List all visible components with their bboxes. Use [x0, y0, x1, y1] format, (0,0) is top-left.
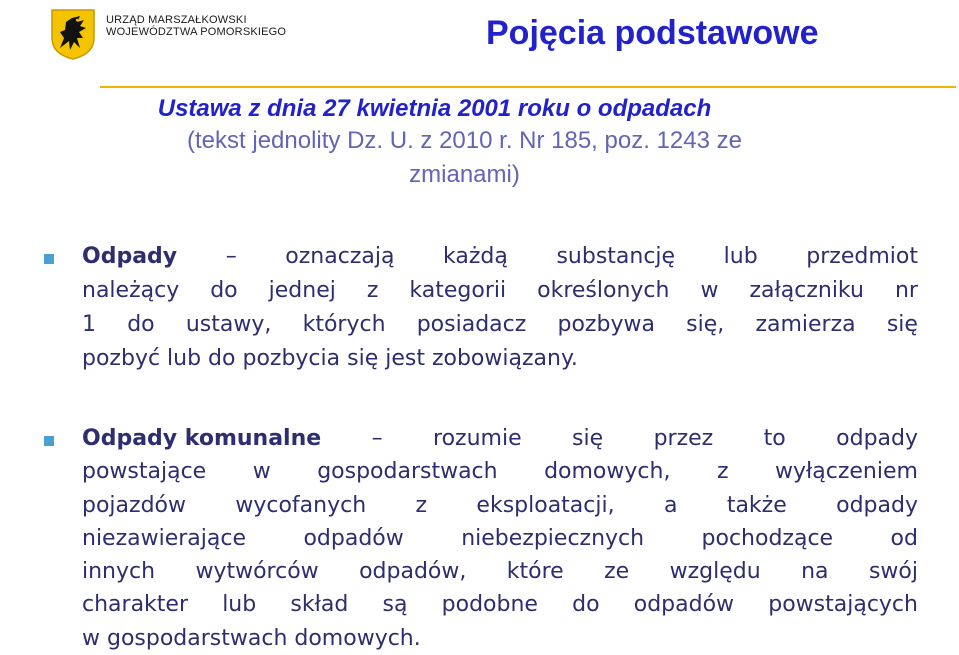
word: nr: [894, 278, 918, 303]
word: zamierza: [755, 312, 856, 337]
word: także: [726, 492, 787, 518]
word: względu: [669, 559, 761, 585]
word: od: [890, 525, 918, 551]
word: powstających: [768, 592, 918, 618]
word: pojazdów: [82, 492, 186, 518]
word: podobne: [441, 592, 538, 618]
def2-line1: [82, 422, 918, 455]
word: do: [210, 278, 238, 303]
word: oznaczają: [285, 244, 395, 269]
def2-term: Odpady komunalne: [82, 426, 322, 451]
def1-term: Odpady: [82, 244, 178, 269]
word: a: [663, 492, 678, 518]
word: gospodarstwach: [317, 459, 498, 485]
word: pozbywa: [557, 312, 655, 337]
word: na: [801, 559, 829, 585]
bullet-square-icon: [44, 254, 54, 264]
def1-line2: [82, 274, 918, 308]
word: które: [506, 559, 564, 585]
word: się,: [686, 312, 725, 337]
word: przez: [653, 426, 714, 451]
word: eksploatacji,: [476, 492, 615, 518]
word: lub: [723, 244, 758, 269]
word: odpadów: [303, 525, 404, 551]
act-title: Ustawa z dnia 27 kwietnia 2001 roku o odpadach: [157, 95, 712, 122]
definition-odpady-komunalne: [82, 422, 918, 655]
word: posiadacz: [416, 312, 527, 337]
word: niezawierające: [82, 525, 247, 551]
def2-line2: [82, 455, 918, 488]
word: do: [572, 592, 600, 618]
griffin-coat-of-arms-icon: [50, 8, 96, 60]
word: rozumie: [433, 426, 522, 451]
def2-line5: [82, 555, 918, 588]
def2-line4: [82, 522, 918, 555]
slide-header: [0, 0, 959, 90]
act-reference: [0, 94, 959, 192]
word: niebezpiecznych: [461, 525, 645, 551]
word: wyłączeniem: [774, 459, 918, 485]
def1-line3: [82, 308, 918, 342]
word: odpady: [836, 492, 918, 518]
word: których: [302, 312, 386, 337]
word: odpadów: [633, 592, 735, 618]
word: należący: [82, 278, 180, 303]
word: w: [700, 278, 719, 303]
word: –: [371, 426, 383, 451]
word: każdą: [443, 244, 508, 269]
word: do: [127, 312, 155, 337]
word: z: [366, 278, 379, 303]
word: przedmiot: [806, 244, 918, 269]
word: substancję: [556, 244, 676, 269]
office-name-line1: URZĄD MARSZAŁKOWSKI: [106, 14, 247, 26]
word: ustawy,: [185, 312, 272, 337]
act-subtitle: [0, 124, 959, 192]
word: domowych,: [544, 459, 671, 485]
def2-line6: [82, 588, 918, 621]
word: to: [763, 426, 786, 451]
word: odpadów,: [359, 559, 467, 585]
word: swój: [868, 559, 918, 585]
word: powstające: [82, 459, 207, 485]
word: ze: [604, 559, 630, 585]
word: wytwórców: [195, 559, 319, 585]
office-name: [106, 14, 286, 38]
word: się: [886, 312, 918, 337]
word: 1: [82, 312, 96, 337]
act-subtitle-line1: (tekst jednolity Dz. U. z 2010 r. Nr 185, poz. 1243 ze: [187, 127, 742, 154]
word: określonych: [537, 278, 670, 303]
word: kategorii: [409, 278, 507, 303]
word: pochodzące: [701, 525, 834, 551]
word: są: [382, 592, 408, 618]
header-divider: [100, 86, 956, 88]
word: lub: [222, 592, 257, 618]
page-title: Pojęcia podstawowe: [486, 14, 819, 52]
word: skład: [290, 592, 349, 618]
word: się: [572, 426, 604, 451]
def2-line7: w gospodarstwach domowych.: [82, 625, 421, 651]
word: –: [225, 244, 237, 269]
word: z: [716, 459, 729, 485]
def2-line3: [82, 489, 918, 522]
word: z: [415, 492, 428, 518]
word: w: [252, 459, 271, 485]
act-subtitle-line2: zmianami): [409, 161, 520, 188]
word: jednej: [268, 278, 336, 303]
word: wycofanych: [235, 492, 367, 518]
word: charakter: [82, 592, 188, 618]
def1-line1: [82, 240, 918, 274]
word: innych: [82, 559, 156, 585]
word: załączniku: [749, 278, 864, 303]
word: odpady: [836, 426, 918, 451]
definition-odpady: [82, 240, 918, 376]
bullet-square-icon: [44, 436, 54, 446]
office-name-line2: WOJEWÓDZTWA POMORSKIEGO: [106, 26, 287, 38]
def1-line4: pozbyć lub do pozbycia się jest zobowiązany.: [82, 346, 578, 371]
